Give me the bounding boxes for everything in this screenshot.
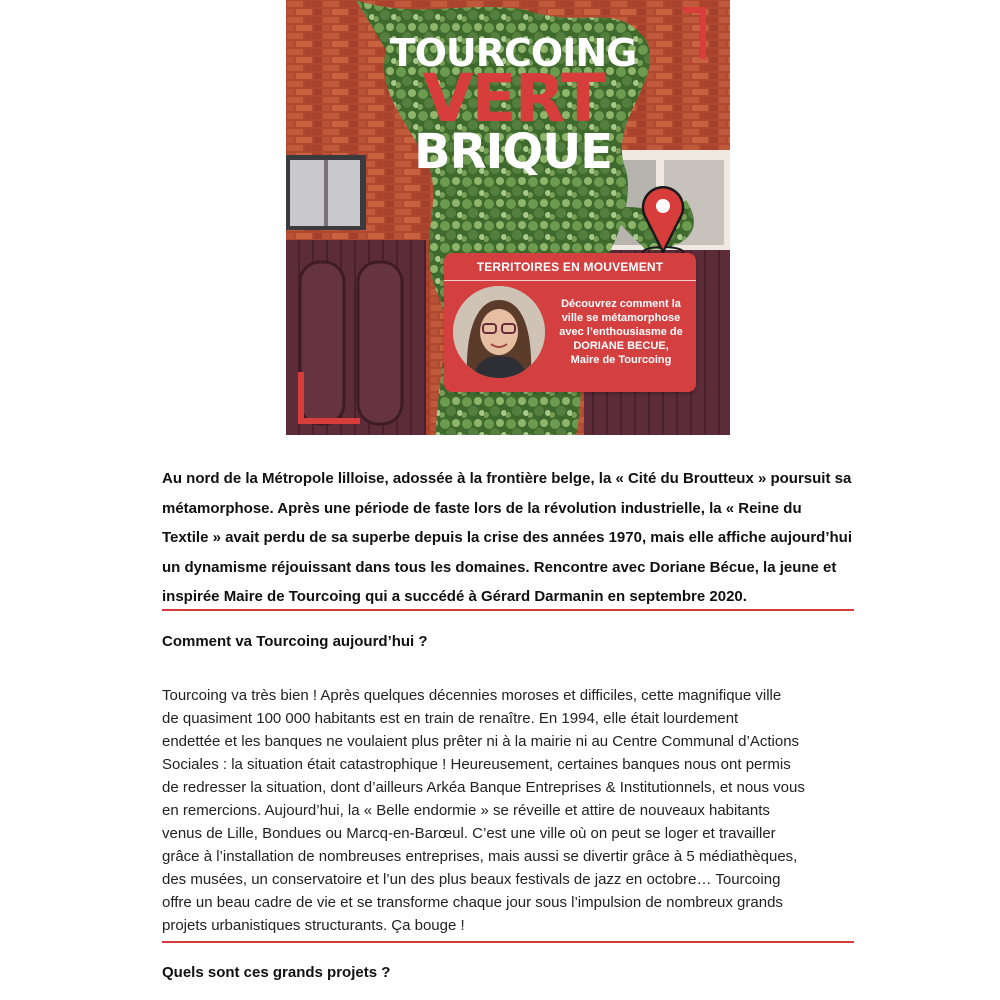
card-divider <box>444 280 696 281</box>
corner-bracket-bottom-left <box>298 372 360 424</box>
card-description <box>548 297 694 367</box>
corner-bracket-top-right <box>684 7 706 59</box>
section-divider <box>162 609 854 611</box>
portrait-photo <box>453 286 545 378</box>
question-heading: Quels sont ces grands projets ? <box>162 964 391 981</box>
banner-title-tourcoing: TOURCOING <box>389 31 637 75</box>
banner-title-vert: VERT <box>422 60 604 137</box>
answer-line: venus de Lille, Bondues ou Marcq-en-Barœul. C’est une ville où on peut se loger et travailler <box>162 825 776 842</box>
intro-line: métamorphose. Après une période de faste lors de la révolution industrielle, la « Reine du <box>162 499 802 517</box>
card-line: Découvrez comment la <box>561 298 681 310</box>
banner-title-brique: BRIQUE <box>414 124 612 180</box>
intro-line: Au nord de la Métropole lilloise, adossée à la frontière belge, la « Cité du Broutteux » poursuit sa <box>162 470 852 487</box>
avatar <box>453 286 545 378</box>
answer-line: projets urbanistiques structurants. Ça bouge ! <box>162 917 465 934</box>
hero-banner <box>286 0 730 435</box>
card-line: avec l’enthousiasme de <box>559 326 683 338</box>
card-heading: TERRITOIRES EN MOUVEMENT <box>476 260 664 274</box>
intro-line: Textile » avait perdu de sa superbe depuis la crise des années 1970, mais elle affiche aujourd’hui <box>162 529 852 546</box>
question-heading: Comment va Tourcoing aujourd’hui ? <box>162 633 428 650</box>
answer-paragraph <box>162 684 862 937</box>
card-line: ville se métamorphose <box>561 312 681 324</box>
answer-line: de quasiment 100 000 habitants est en train de renaître. En 1994, elle était lourdement <box>162 710 739 727</box>
intro-line: un dynamisme réjouissant dans tous les domaines. Rencontre avec Doriane Bécue, la jeune et <box>162 558 837 576</box>
answer-line: de redresser la situation, dont d’ailleurs Arkéa Banque Entreprises & Institutionnels, et nous vous <box>162 779 805 796</box>
card-line: Maire de Tourcoing <box>570 354 672 366</box>
answer-line: offre un beau cadre de vie et se transforme chaque jour sous l’impulsion de nombreux grands <box>162 894 783 911</box>
article-intro <box>162 464 857 612</box>
answer-line: des musées, un conservatoire et l’un des plus beaux festivals de jazz en octobre… Tourcoing <box>162 871 781 888</box>
section-divider <box>162 941 854 943</box>
card-line: DORIANE BECUE, <box>573 340 669 352</box>
map-pin-icon <box>638 180 688 260</box>
answer-line: Sociales : la situation était catastrophique ! Heureusement, certaines banques nous ont permis <box>162 756 791 773</box>
answer-line: en remercions. Aujourd’hui, la « Belle endormie » se réveille et attire de nouveaux habitants <box>162 802 770 819</box>
intro-line: inspirée Maire de Tourcoing qui a succédé à Gérard Darmanin en septembre 2020. <box>162 588 747 605</box>
interview-card <box>444 253 696 392</box>
answer-line: Tourcoing va très bien ! Après quelques décennies moroses et difficiles, cette magnifique ville <box>162 687 782 704</box>
answer-line: endettée et les banques ne voulaient plus prêter ni à la mairie ni au Centre Communal d’Actions <box>162 733 800 750</box>
answer-line: grâce à l’installation de nombreuses entreprises, mais aussi se divertir grâce à 5 médiathèques, <box>162 848 798 865</box>
